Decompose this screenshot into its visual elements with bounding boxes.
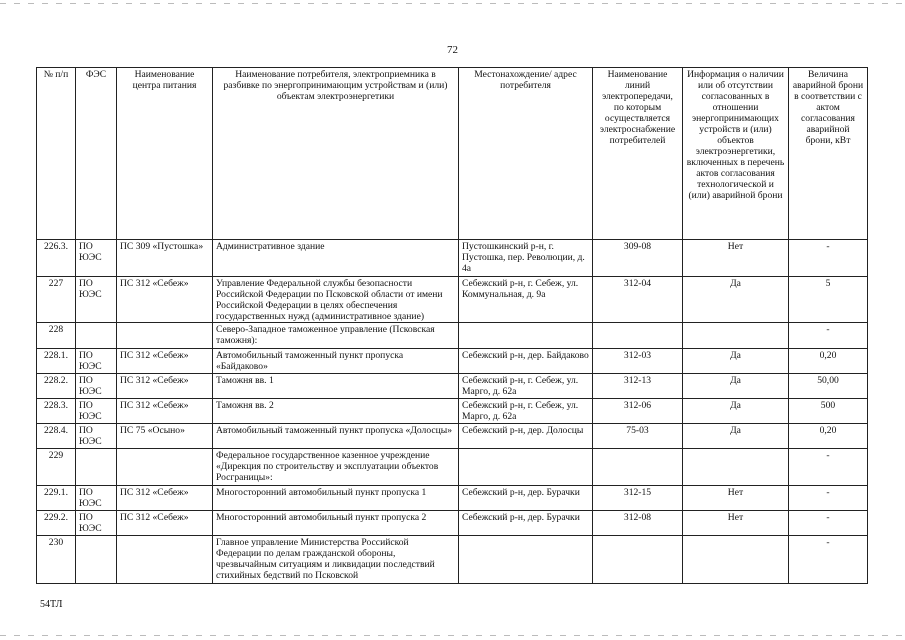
row-number: 229.2. xyxy=(37,511,76,536)
header-power-lines: Наименование линий электропередачи, по которым осуществляется электроснабжение потребителей xyxy=(593,68,683,240)
row-power-center: ПС 312 «Себеж» xyxy=(117,374,213,399)
row-address: Себежский р-н, г. Себеж, ул. Марго, д. 62а xyxy=(459,374,593,399)
table-row xyxy=(37,323,868,349)
table-row xyxy=(37,349,868,374)
row-number: 229 xyxy=(37,449,76,486)
row-power-line: 312-03 xyxy=(593,349,683,374)
footer-code: 54ТЛ xyxy=(40,599,63,610)
row-reserve: - xyxy=(789,486,868,511)
row-fes: ПО ЮЭС xyxy=(76,486,117,511)
scan-artifact-bottom xyxy=(0,635,905,636)
row-agreement: Нет xyxy=(683,511,789,536)
row-power-center xyxy=(117,323,213,349)
row-agreement xyxy=(683,449,789,486)
row-address: Себежский р-н, г. Себеж, ул. Коммунальная, д. 9а xyxy=(459,277,593,323)
row-power-center: ПС 312 «Себеж» xyxy=(117,399,213,424)
row-agreement: Нет xyxy=(683,240,789,277)
row-reserve: - xyxy=(789,449,868,486)
table-row xyxy=(37,424,868,449)
row-reserve: 0,20 xyxy=(789,349,868,374)
row-power-center: ПС 312 «Себеж» xyxy=(117,277,213,323)
row-consumer: Федеральное государственное казенное учреждение «Дирекция по строительству и эксплуатации объектов Росграницы»: xyxy=(213,449,459,486)
row-agreement: Да xyxy=(683,277,789,323)
header-agreement-info: Информация о наличии или об отсутствии согласованных в отношении энергопринимающих устройств и (или) объектов электроэнергетики, включенных в перечень актов согласования технологической и (или) аварийной брони xyxy=(683,68,789,240)
row-address xyxy=(459,323,593,349)
row-address xyxy=(459,536,593,584)
row-fes: ПО ЮЭС xyxy=(76,277,117,323)
row-fes: ПО ЮЭС xyxy=(76,374,117,399)
row-consumer: Административное здание xyxy=(213,240,459,277)
row-power-center: ПС 312 «Себеж» xyxy=(117,511,213,536)
table-body xyxy=(37,240,868,584)
row-reserve: - xyxy=(789,536,868,584)
row-number: 228.1. xyxy=(37,349,76,374)
row-consumer: Многосторонний автомобильный пункт пропуска 1 xyxy=(213,486,459,511)
row-power-line xyxy=(593,323,683,349)
row-address: Пустошкинский р-н, г. Пустошка, пер. Революции, д. 4а xyxy=(459,240,593,277)
row-agreement: Да xyxy=(683,424,789,449)
header-consumer: Наименование потребителя, электроприемника в разбивке по энергопринимающим устройствам и (или) объектам электроэнергетики xyxy=(213,68,459,240)
table-row xyxy=(37,374,868,399)
row-power-line: 312-13 xyxy=(593,374,683,399)
header-address: Местонахождение/ адрес потребителя xyxy=(459,68,593,240)
table-row xyxy=(37,399,868,424)
row-agreement xyxy=(683,536,789,584)
table-row xyxy=(37,486,868,511)
row-power-line: 75-03 xyxy=(593,424,683,449)
row-fes: ПО ЮЭС xyxy=(76,511,117,536)
row-fes: ПО ЮЭС xyxy=(76,349,117,374)
row-address: Себежский р-н, г. Себеж, ул. Марго, д. 62а xyxy=(459,399,593,424)
row-consumer: Многосторонний автомобильный пункт пропуска 2 xyxy=(213,511,459,536)
row-reserve: - xyxy=(789,240,868,277)
row-power-center xyxy=(117,536,213,584)
row-consumer: Автомобильный таможенный пункт пропуска «Долосцы» xyxy=(213,424,459,449)
table-header-row xyxy=(37,68,868,240)
row-power-center: ПС 312 «Себеж» xyxy=(117,486,213,511)
row-number: 228.2. xyxy=(37,374,76,399)
row-power-line: 312-08 xyxy=(593,511,683,536)
row-power-center: ПС 312 «Себеж» xyxy=(117,349,213,374)
row-consumer: Таможня вв. 1 xyxy=(213,374,459,399)
row-consumer: Автомобильный таможенный пункт пропуска «Байдаково» xyxy=(213,349,459,374)
row-agreement: Да xyxy=(683,374,789,399)
row-fes: ПО ЮЭС xyxy=(76,399,117,424)
row-power-line: 309-08 xyxy=(593,240,683,277)
row-number: 226.3. xyxy=(37,240,76,277)
row-fes xyxy=(76,536,117,584)
header-number: № п/п xyxy=(37,68,76,240)
row-reserve: 5 xyxy=(789,277,868,323)
row-address: Себежский р-н, дер. Байдаково xyxy=(459,349,593,374)
row-consumer: Управление Федеральной службы безопасности Российской Федерации по Псковской области от имени Российской Федерации в целях обеспечения государственных нужд (административное здание) xyxy=(213,277,459,323)
row-agreement: Нет xyxy=(683,486,789,511)
row-address: Себежский р-н, дер. Бурачки xyxy=(459,486,593,511)
table-row xyxy=(37,277,868,323)
row-fes: ПО ЮЭС xyxy=(76,240,117,277)
row-number: 228 xyxy=(37,323,76,349)
table-row xyxy=(37,536,868,584)
scan-artifact-top xyxy=(0,3,905,4)
table-row xyxy=(37,511,868,536)
row-agreement: Да xyxy=(683,349,789,374)
row-consumer: Северо-Западное таможенное управление (Псковская таможня): xyxy=(213,323,459,349)
row-power-center: ПС 309 «Пустошка» xyxy=(117,240,213,277)
header-power-center: Наименование центра питания xyxy=(117,68,213,240)
row-number: 228.4. xyxy=(37,424,76,449)
row-address xyxy=(459,449,593,486)
table-row xyxy=(37,449,868,486)
row-number: 230 xyxy=(37,536,76,584)
row-power-line: 312-15 xyxy=(593,486,683,511)
row-number: 228.3. xyxy=(37,399,76,424)
row-fes: ПО ЮЭС xyxy=(76,424,117,449)
row-reserve: - xyxy=(789,323,868,349)
row-number: 229.1. xyxy=(37,486,76,511)
row-power-line xyxy=(593,536,683,584)
row-power-line xyxy=(593,449,683,486)
row-fes xyxy=(76,323,117,349)
row-consumer: Таможня вв. 2 xyxy=(213,399,459,424)
row-power-center xyxy=(117,449,213,486)
row-reserve: 500 xyxy=(789,399,868,424)
energy-consumers-table xyxy=(36,67,868,584)
row-fes xyxy=(76,449,117,486)
page-number: 72 xyxy=(447,44,458,56)
row-reserve: - xyxy=(789,511,868,536)
table-row xyxy=(37,240,868,277)
header-fes: ФЭС xyxy=(76,68,117,240)
header-emergency-reserve: Величина аварийной брони в соответствии с актом согласования аварийной брони, кВт xyxy=(789,68,868,240)
row-agreement: Да xyxy=(683,399,789,424)
row-address: Себежский р-н, дер. Долосцы xyxy=(459,424,593,449)
row-power-line: 312-06 xyxy=(593,399,683,424)
row-address: Себежский р-н, дер. Бурачки xyxy=(459,511,593,536)
row-reserve: 50,00 xyxy=(789,374,868,399)
row-number: 227 xyxy=(37,277,76,323)
row-consumer: Главное управление Министерства Российской Федерации по делам гражданской обороны, чрезвычайным ситуациям и ликвидации последствий стихийных бедствий по Псковской xyxy=(213,536,459,584)
row-power-line: 312-04 xyxy=(593,277,683,323)
row-power-center: ПС 75 «Осыно» xyxy=(117,424,213,449)
row-agreement xyxy=(683,323,789,349)
row-reserve: 0,20 xyxy=(789,424,868,449)
